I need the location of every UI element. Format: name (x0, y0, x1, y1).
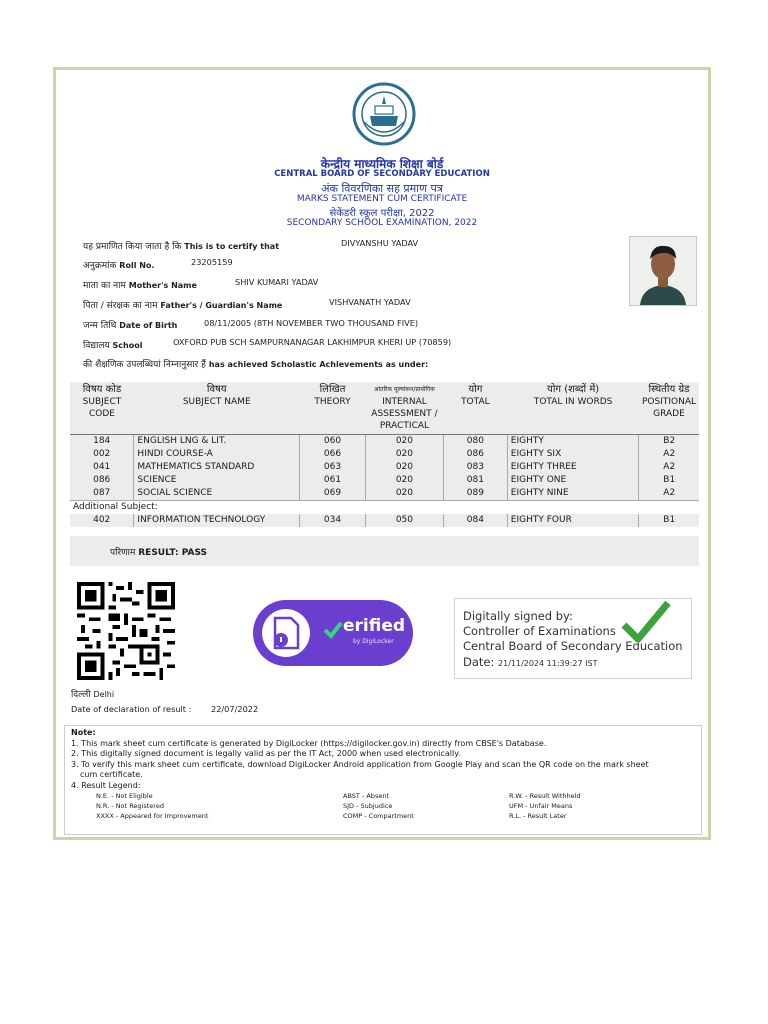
marks-table (70, 382, 699, 527)
theory-marks: 060 (300, 435, 366, 449)
exam-title-english: SECONDARY SCHOOL EXAMINATION, 2022 (286, 218, 478, 228)
subject-code: 402 (93, 515, 111, 525)
theory-marks: 066 (300, 448, 366, 461)
result-text: परिणाम RESULT: PASS (110, 548, 208, 558)
positional-grade: B1 (639, 514, 699, 527)
legend-item: ABST - Absent (343, 792, 389, 800)
positional-grade: A2 (639, 461, 699, 474)
digilocker-verified-badge (253, 600, 413, 666)
table-row (70, 448, 699, 461)
digital-signature-box (454, 598, 692, 679)
table-row (70, 461, 699, 474)
total-in-words: EIGHTY NINE (507, 487, 639, 501)
total-in-words: EIGHTY SIX (507, 448, 639, 461)
theory-marks: 034 (300, 514, 366, 527)
document-lock-icon (261, 608, 311, 658)
signed-by-label: Digitally signed by: (463, 609, 573, 623)
legend-item: R.L. - Result Later (509, 812, 567, 820)
theory-marks: 063 (300, 461, 366, 474)
internal-marks: 020 (365, 435, 443, 449)
certify-label: यह प्रमाणित किया जाता है कि This is to certify that (83, 242, 280, 252)
result-legend (96, 791, 695, 821)
date-of-birth: 08/11/2005 (8TH NOVEMBER TWO THOUSAND FIVE) (204, 318, 419, 328)
signature-date: Date: 21/11/2024 11:39:27 IST (463, 655, 598, 669)
mother-name: SHIV KUMARI YADAV (235, 277, 319, 287)
cbse-emblem-icon (352, 82, 416, 146)
dob-label: जन्म तिथि Date of Birth (83, 321, 178, 331)
signature-valid-check-icon (620, 599, 672, 649)
achievement-label: की शैक्षणिक उपलब्धियां निम्नानुसार हैं has achieved Scholastic Achievements as under: (83, 360, 429, 370)
total-marks: 083 (443, 461, 507, 474)
father-label: पिता / संरक्षक का नाम Father's / Guardian's Name (83, 301, 283, 311)
legend-item: COMP - Compartment (343, 812, 414, 820)
total-in-words: EIGHTY FOUR (507, 514, 639, 527)
place: दिल्ली Delhi (71, 690, 115, 700)
table-row (70, 435, 699, 449)
header-theory: लिखित THEORY (300, 382, 366, 435)
mother-label: माता का नाम Mother's Name (83, 281, 197, 291)
header-grade: स्थितीय ग्रेड POSITIONAL GRADE (639, 382, 699, 435)
father-name: VISHVANATH YADAV (329, 297, 411, 307)
legend-item: N.E. - Not Eligible (96, 792, 153, 800)
internal-marks: 020 (365, 487, 443, 501)
student-name: DIVYANSHU YADAV (341, 238, 419, 248)
legend-item: R.W. - Result Withheld (509, 792, 581, 800)
table-row (70, 474, 699, 487)
header-internal: आंतरिक मूल्यांकन/प्रायोगिक INTERNAL ASSESSMENT / PRACTICAL (365, 382, 443, 435)
note-item: 1. This mark sheet cum certificate is generated by DigiLocker (https://digilocker.gov.in) directly from CBSE's Database. (71, 738, 547, 748)
total-marks: 084 (443, 514, 507, 527)
positional-grade: B2 (639, 435, 699, 449)
subject-code: 086 (93, 475, 111, 485)
additional-subject-label: Additional Subject: (70, 501, 699, 515)
check-icon (323, 620, 343, 640)
verified-text: erified (343, 616, 406, 636)
declaration-date: 22/07/2022 (211, 704, 259, 714)
digilocker-label: by DigiLocker (353, 638, 394, 645)
roll-label: अनुक्रमांक Roll No. (83, 261, 155, 271)
internal-marks: 020 (365, 461, 443, 474)
signer-title: Controller of Examinations (463, 624, 616, 638)
positional-grade: A2 (639, 487, 699, 501)
header-subject-name: विषय SUBJECT NAME (134, 382, 300, 435)
board-title-hindi: केन्द्रीय माध्यमिक शिक्षा बोर्ड (320, 157, 444, 171)
legend-item: UFM - Unfair Means (509, 802, 573, 810)
declaration-label: Date of declaration of result : (71, 704, 192, 714)
positional-grade: A2 (639, 448, 699, 461)
subject-name: SCIENCE (134, 474, 300, 487)
total-in-words: EIGHTY (507, 435, 639, 449)
note-box (64, 725, 702, 835)
internal-marks: 020 (365, 448, 443, 461)
table-row (70, 487, 699, 501)
certificate-title-english: MARKS STATEMENT CUM CERTIFICATE (296, 194, 468, 204)
total-marks: 089 (443, 487, 507, 501)
certificate (53, 67, 711, 840)
board-title-english: CENTRAL BOARD OF SECONDARY EDUCATION (274, 169, 490, 179)
note-item: cum certificate. (80, 770, 143, 779)
theory-marks: 061 (300, 474, 366, 487)
subject-code: 184 (93, 436, 111, 446)
qr-code-icon[interactable] (76, 582, 176, 680)
total-in-words: EIGHTY THREE (507, 461, 639, 474)
subject-name: INFORMATION TECHNOLOGY (134, 514, 300, 527)
internal-marks: 020 (365, 474, 443, 487)
header-total-words: योग (शब्दों में) TOTAL IN WORDS (507, 382, 639, 435)
note-item: 4. Result Legend: (71, 780, 141, 790)
legend-item: SJD - Subjudice (343, 802, 393, 810)
additional-subject-row (70, 501, 699, 515)
subject-name: HINDI COURSE-A (134, 448, 300, 461)
header-subject-code: विषय कोड SUBJECT CODE (70, 382, 134, 435)
signer-organization: Central Board of Secondary Education (463, 639, 683, 653)
internal-marks: 050 (365, 514, 443, 527)
note-title: Note: (71, 728, 96, 737)
table-row (70, 514, 699, 527)
legend-item: XXXX - Appeared for Improvement (96, 812, 209, 820)
header-total: योग TOTAL (443, 382, 507, 435)
total-marks: 080 (443, 435, 507, 449)
roll-number: 23205159 (191, 257, 233, 267)
theory-marks: 069 (300, 487, 366, 501)
subject-name: MATHEMATICS STANDARD (134, 461, 300, 474)
subject-code: 087 (93, 488, 111, 498)
school-label: विद्यालय School (83, 341, 143, 351)
subject-name: SOCIAL SCIENCE (134, 487, 300, 501)
table-header-row (70, 382, 699, 435)
subject-name: ENGLISH LNG & LIT. (134, 435, 300, 449)
total-marks: 086 (443, 448, 507, 461)
total-marks: 081 (443, 474, 507, 487)
note-item: 3. To verify this mark sheet cum certificate, download DigiLocker Android application from Google Play and scan the QR code on the mark sheet (71, 759, 649, 769)
certificate-title-hindi: अंक विवरणिका सह प्रमाण पत्र (321, 182, 443, 195)
school-name: OXFORD PUB SCH SAMPURNANAGAR LAKHIMPUR KHERI UP (70859) (173, 337, 452, 347)
result-row (70, 536, 699, 566)
subject-code: 002 (93, 449, 111, 459)
subject-code: 041 (93, 462, 111, 472)
note-item: 2. This digitally signed document is legally valid as per the IT Act, 2000 when used electronically. (71, 749, 461, 758)
legend-item: N.R. - Not Registered (96, 802, 164, 810)
exam-title-hindi: सेकेंडरी स्कूल परीक्षा, 2022 (329, 208, 435, 219)
positional-grade: B1 (639, 474, 699, 487)
total-in-words: EIGHTY ONE (507, 474, 639, 487)
student-photo (629, 236, 697, 306)
